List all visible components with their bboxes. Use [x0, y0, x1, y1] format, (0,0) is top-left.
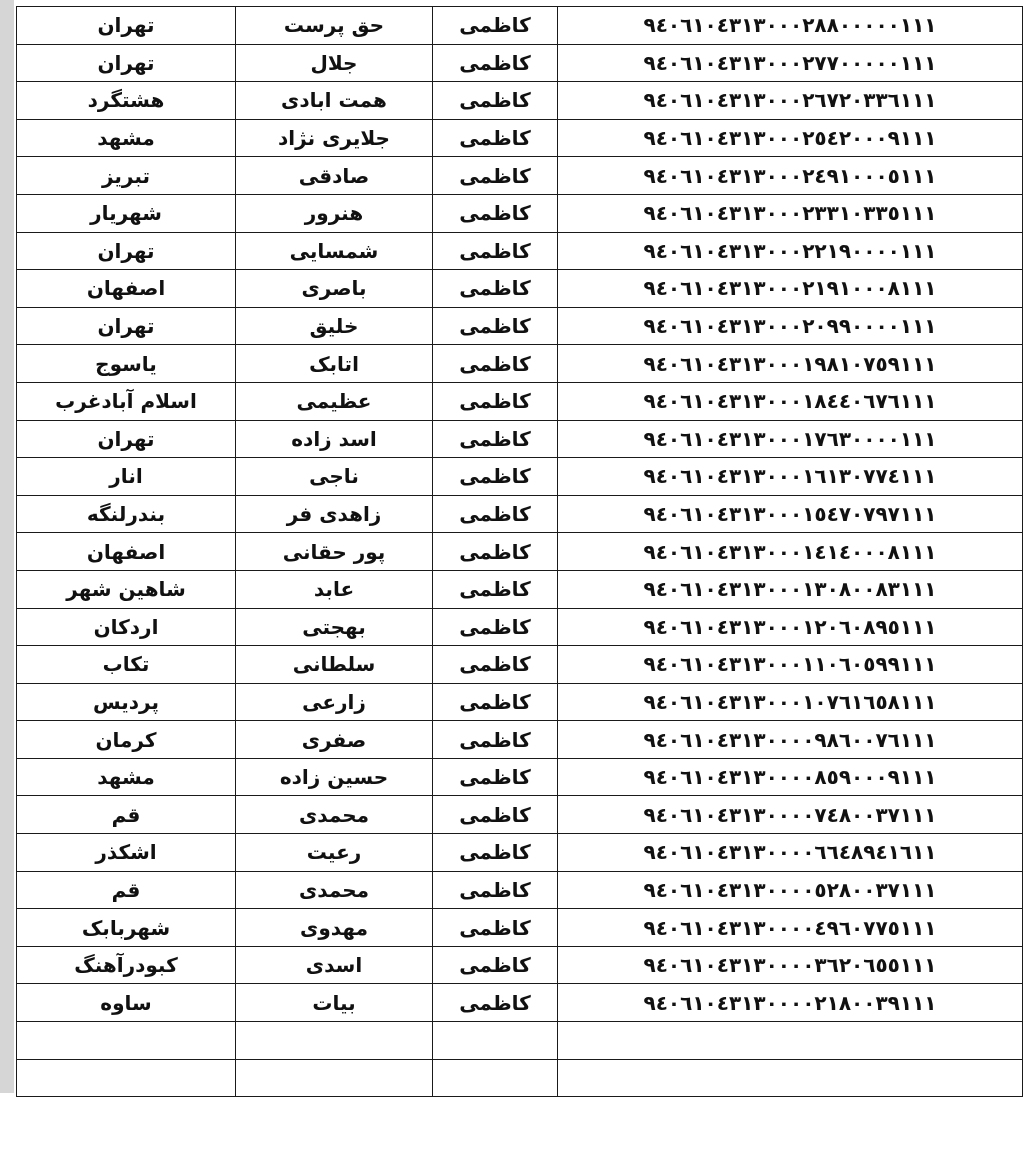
surname-cell-text: همت ابادی: [281, 88, 387, 113]
city-cell: [17, 909, 236, 947]
professor-cell-text: کاظمی: [459, 50, 531, 75]
professor-cell: [433, 420, 558, 458]
professor-cell: [433, 44, 558, 82]
city-cell: [17, 420, 236, 458]
surname-cell-text: هنرور: [304, 201, 364, 226]
surname-cell: [236, 533, 433, 571]
surname-cell-text: حق پرست: [283, 13, 385, 38]
city-cell: [17, 345, 236, 383]
surname-cell-text: محمدی: [298, 802, 370, 827]
city-cell-text: اشکذر: [95, 840, 157, 865]
code-cell-text: ۹٤۰٦۱۰٤۳۱۳۰۰۰۱٤۱٤۰۰۰۸۱۱۱: [643, 539, 937, 564]
code-cell: [558, 871, 1023, 909]
code-cell-text: ۹٤۰٦۱۰٤۳۱۳۰۰۰۰۹۸٦۰۰۷٦۱۱۱: [643, 727, 937, 752]
professor-cell-text: کاظمی: [459, 126, 531, 151]
city-cell-text: ساوه: [100, 990, 152, 1015]
surname-cell: [236, 458, 433, 496]
table-row: [17, 871, 1023, 909]
table-row: [17, 458, 1023, 496]
code-cell-text: ۹٤۰٦۱۰٤۳۱۳۰۰۰۱٥٤۷۰۷۹۷۱۱۱: [643, 502, 937, 527]
city-cell-text: اصفهان: [86, 276, 166, 301]
city-cell-text: تکاب: [102, 652, 150, 677]
city-cell: [17, 683, 236, 721]
surname-cell-text: بهجتی: [302, 614, 366, 639]
professor-cell: [433, 307, 558, 345]
table-row: [17, 796, 1023, 834]
city-cell: [17, 758, 236, 796]
table-row: [17, 758, 1023, 796]
table-row: [17, 1059, 1023, 1097]
code-cell: [558, 608, 1023, 646]
surname-cell: [236, 420, 433, 458]
professor-cell-text: کاظمی: [459, 727, 531, 752]
city-cell: [17, 382, 236, 420]
code-cell: [558, 194, 1023, 232]
table-row: [17, 420, 1023, 458]
code-cell: [558, 1022, 1023, 1060]
code-cell: [558, 420, 1023, 458]
professor-cell: [433, 194, 558, 232]
code-cell-text: ۹٤۰٦۱۰٤۳۱۳۰۰۰۱۹۸۱۰۷٥۹۱۱۱: [643, 351, 937, 376]
professor-cell: [433, 871, 558, 909]
surname-cell-text: عابد: [313, 577, 355, 602]
table-row: [17, 533, 1023, 571]
professor-cell: [433, 984, 558, 1022]
code-cell-text: ۹٤۰٦۱۰٤۳۱۳۰۰۰۰۳٦۲۰٦٥٥۱۱۱: [643, 953, 937, 978]
code-cell: [558, 796, 1023, 834]
city-cell-text: تبریز: [101, 163, 151, 188]
city-cell: [17, 646, 236, 684]
city-cell-text: یاسوج: [95, 351, 157, 376]
city-cell: [17, 570, 236, 608]
city-cell-text: قم: [111, 802, 141, 827]
code-cell: [558, 7, 1023, 45]
professor-cell: [433, 232, 558, 270]
table-row: [17, 194, 1023, 232]
professor-cell-text: کاظمی: [459, 163, 531, 188]
code-cell-text: ۹٤۰٦۱۰٤۳۱۳۰۰۰۰٤۹٦۰۷۷٥۱۱۱: [643, 915, 937, 940]
professor-cell-text: کاظمی: [459, 389, 531, 414]
city-cell-text: تهران: [97, 238, 155, 263]
professor-cell: [433, 82, 558, 120]
professor-cell-text: کاظمی: [459, 614, 531, 639]
code-cell-text: ۹٤۰٦۱۰٤۳۱۳۰۰۰۲۲۱۹۰۰۰۰۱۱۱: [643, 238, 937, 263]
city-cell: [17, 495, 236, 533]
city-cell: [17, 946, 236, 984]
table-row: [17, 646, 1023, 684]
table-row: [17, 7, 1023, 45]
table-row: [17, 984, 1023, 1022]
code-cell-text: ۹٤۰٦۱۰٤۳۱۳۰۰۰۲۸۸۰۰۰۰۰۱۱۱: [643, 13, 937, 38]
city-cell: [17, 1022, 236, 1060]
code-cell: [558, 458, 1023, 496]
document-sheet: [16, 6, 1018, 1097]
city-cell: [17, 796, 236, 834]
city-cell: [17, 82, 236, 120]
professor-cell-text: کاظمی: [459, 915, 531, 940]
code-cell: [558, 495, 1023, 533]
professor-cell-text: کاظمی: [459, 464, 531, 489]
surname-cell: [236, 82, 433, 120]
city-cell-text: کبودرآهنگ: [74, 953, 178, 978]
table-row: [17, 345, 1023, 383]
professor-cell: [433, 721, 558, 759]
code-cell-text: ۹٤۰٦۱۰٤۳۱۳۰۰۰۰٥۲۸۰۰۳۷۱۱۱: [643, 877, 937, 902]
professor-cell-text: کاظمی: [459, 765, 531, 790]
surname-cell-text: شمسایی: [289, 238, 379, 263]
professor-cell-text: کاظمی: [459, 426, 531, 451]
table-row: [17, 495, 1023, 533]
code-cell-text: ۹٤۰٦۱۰٤۳۱۳۰۰۰۲٥٤۲۰۰۰۹۱۱۱: [643, 126, 937, 151]
code-cell: [558, 232, 1023, 270]
city-cell-text: مشهد: [97, 126, 155, 151]
code-cell: [558, 946, 1023, 984]
surname-cell-text: سلطانی: [292, 652, 376, 677]
code-cell: [558, 834, 1023, 872]
surname-cell-text: مهدوی: [300, 915, 368, 940]
code-cell: [558, 683, 1023, 721]
city-cell-text: هشتگرد: [87, 88, 165, 113]
code-cell: [558, 721, 1023, 759]
table-row: [17, 683, 1023, 721]
professor-cell: [433, 683, 558, 721]
surname-cell: [236, 232, 433, 270]
code-cell-text: ۹٤۰٦۱۰٤۳۱۳۰۰۰۰۲۱۸۰۰۳۹۱۱۱: [643, 990, 937, 1015]
city-cell: [17, 7, 236, 45]
professor-cell: [433, 382, 558, 420]
city-cell-text: بندرلنگه: [86, 502, 166, 527]
surname-cell: [236, 495, 433, 533]
code-cell-text: ۹٤۰٦۱۰٤۳۱۳۰۰۰۱٦۱۳۰۷۷٤۱۱۱: [643, 464, 937, 489]
surname-cell-text: عظیمی: [296, 389, 372, 414]
city-cell-text: مشهد: [97, 765, 155, 790]
city-cell-text: پردیس: [93, 689, 159, 714]
city-cell-text: انار: [109, 464, 143, 489]
code-cell: [558, 646, 1023, 684]
surname-cell: [236, 570, 433, 608]
city-cell-text: اردکان: [93, 614, 159, 639]
city-cell: [17, 984, 236, 1022]
surname-cell: [236, 721, 433, 759]
code-cell: [558, 984, 1023, 1022]
professor-cell-text: کاظمی: [459, 276, 531, 301]
code-cell: [558, 382, 1023, 420]
code-cell-text: ۹٤۰٦۱۰٤۳۱۳۰۰۰۰۷٤۸۰۰۳۷۱۱۱: [643, 802, 937, 827]
table-row: [17, 157, 1023, 195]
table-row: [17, 382, 1023, 420]
surname-cell-text: خلیق: [309, 314, 359, 339]
code-cell: [558, 270, 1023, 308]
code-cell: [558, 533, 1023, 571]
code-cell: [558, 758, 1023, 796]
surname-cell-text: باصری: [301, 276, 367, 301]
city-cell-text: قم: [111, 877, 141, 902]
city-cell-text: اصفهان: [86, 539, 166, 564]
code-cell: [558, 44, 1023, 82]
professor-cell: [433, 834, 558, 872]
city-cell-text: تهران: [97, 13, 155, 38]
professor-cell-text: کاظمی: [459, 314, 531, 339]
professor-cell-text: کاظمی: [459, 840, 531, 865]
surname-cell: [236, 7, 433, 45]
code-cell: [558, 909, 1023, 947]
code-cell: [558, 82, 1023, 120]
surname-cell-text: اسدی: [305, 953, 363, 978]
surname-cell: [236, 608, 433, 646]
surname-cell: [236, 1059, 433, 1097]
professor-cell: [433, 1022, 558, 1060]
surname-cell-text: زارعی: [302, 689, 366, 714]
city-cell: [17, 44, 236, 82]
city-cell-text: شاهین شهر: [66, 577, 186, 602]
city-cell: [17, 157, 236, 195]
surname-cell-text: محمدی: [298, 877, 370, 902]
professor-cell: [433, 458, 558, 496]
surname-cell: [236, 834, 433, 872]
city-cell: [17, 1059, 236, 1097]
professor-cell: [433, 646, 558, 684]
city-cell: [17, 458, 236, 496]
surname-cell-text: صادقی: [298, 163, 370, 188]
table-row: [17, 946, 1023, 984]
code-cell-text: ۹٤۰٦۱۰٤۳۱۳۰۰۰۲٤۹۱۰۰۰٥۱۱۱: [643, 163, 937, 188]
surname-cell: [236, 44, 433, 82]
surname-cell: [236, 758, 433, 796]
code-cell: [558, 570, 1023, 608]
surname-cell: [236, 270, 433, 308]
city-cell-text: تهران: [97, 314, 155, 339]
city-cell: [17, 871, 236, 909]
surname-cell: [236, 984, 433, 1022]
page-edge-shadow: [0, 0, 14, 1093]
professor-cell: [433, 570, 558, 608]
table-row: [17, 1022, 1023, 1060]
surname-cell-text: پور حقانی: [282, 539, 386, 564]
code-cell: [558, 307, 1023, 345]
code-cell-text: ۹٤۰٦۱۰٤۳۱۳۰۰۰۱۸٤٤۰٦۷٦۱۱۱: [643, 389, 937, 414]
surname-cell-text: اسد زاده: [291, 426, 377, 451]
surname-cell: [236, 909, 433, 947]
professor-cell: [433, 608, 558, 646]
code-cell-text: ۹٤۰٦۱۰٤۳۱۳۰۰۰۱۲۰٦۰۸۹٥۱۱۱: [643, 614, 937, 639]
code-cell-text: ۹٤۰٦۱۰٤۳۱۳۰۰۰۱۰۷٦۱٦٥۸۱۱۱: [643, 689, 937, 714]
surname-cell: [236, 946, 433, 984]
code-cell: [558, 119, 1023, 157]
table-row: [17, 608, 1023, 646]
professor-cell: [433, 796, 558, 834]
surname-cell-text: صفری: [301, 727, 367, 752]
professor-cell-text: کاظمی: [459, 689, 531, 714]
professor-cell: [433, 1059, 558, 1097]
city-cell: [17, 270, 236, 308]
surname-cell: [236, 345, 433, 383]
city-cell-text: کرمان: [95, 727, 157, 752]
professor-cell: [433, 495, 558, 533]
surname-cell: [236, 119, 433, 157]
records-table-body: [17, 7, 1023, 1097]
professor-cell: [433, 270, 558, 308]
surname-cell-text: بیات: [312, 990, 356, 1015]
professor-cell-text: کاظمی: [459, 88, 531, 113]
city-cell: [17, 721, 236, 759]
city-cell: [17, 307, 236, 345]
surname-cell: [236, 871, 433, 909]
city-cell-text: شهریار: [90, 201, 162, 226]
surname-cell: [236, 1022, 433, 1060]
table-row: [17, 82, 1023, 120]
surname-cell: [236, 194, 433, 232]
professor-cell: [433, 909, 558, 947]
city-cell-text: تهران: [97, 426, 155, 451]
professor-cell: [433, 946, 558, 984]
professor-cell: [433, 758, 558, 796]
city-cell: [17, 834, 236, 872]
code-cell-text: ۹٤۰٦۱۰٤۳۱۳۰۰۰۱۷٦۳۰۰۰۰۱۱۱: [643, 426, 937, 451]
table-row: [17, 570, 1023, 608]
surname-cell-text: ناجی: [309, 464, 359, 489]
professor-cell-text: کاظمی: [459, 877, 531, 902]
professor-cell: [433, 157, 558, 195]
city-cell: [17, 533, 236, 571]
code-cell-text: ۹٤۰٦۱۰٤۳۱۳۰۰۰۲۰۹۹۰۰۰۰۱۱۱: [643, 314, 937, 339]
surname-cell: [236, 796, 433, 834]
city-cell-text: تهران: [97, 50, 155, 75]
table-row: [17, 834, 1023, 872]
professor-cell-text: کاظمی: [459, 652, 531, 677]
table-row: [17, 307, 1023, 345]
city-cell-text: شهربابک: [81, 915, 171, 940]
code-cell-text: ۹٤۰٦۱۰٤۳۱۳۰۰۰۲۷۷۰۰۰۰۰۱۱۱: [643, 50, 937, 75]
professor-cell-text: کاظمی: [459, 201, 531, 226]
city-cell: [17, 119, 236, 157]
professor-cell-text: کاظمی: [459, 502, 531, 527]
surname-cell: [236, 382, 433, 420]
professor-cell-text: کاظمی: [459, 238, 531, 263]
records-table: [16, 6, 1023, 1097]
code-cell-text: ۹٤۰٦۱۰٤۳۱۳۰۰۰۲۱۹۱۰۰۰۸۱۱۱: [643, 276, 937, 301]
table-row: [17, 270, 1023, 308]
code-cell: [558, 1059, 1023, 1097]
surname-cell: [236, 683, 433, 721]
city-cell: [17, 194, 236, 232]
professor-cell-text: کاظمی: [459, 802, 531, 827]
code-cell-text: ۹٤۰٦۱۰٤۳۱۳۰۰۰۱۳۰۸۰۰۸۳۱۱۱: [643, 577, 937, 602]
professor-cell-text: کاظمی: [459, 539, 531, 564]
city-cell: [17, 232, 236, 270]
surname-cell-text: رعیت: [306, 840, 362, 865]
table-row: [17, 119, 1023, 157]
professor-cell-text: کاظمی: [459, 990, 531, 1015]
code-cell-text: ۹٤۰٦۱۰٤۳۱۳۰۰۰۱۱۰٦۰٥۹۹۱۱۱: [643, 652, 937, 677]
city-cell: [17, 608, 236, 646]
professor-cell-text: کاظمی: [459, 953, 531, 978]
table-row: [17, 721, 1023, 759]
surname-cell-text: حسین زاده: [279, 765, 389, 790]
surname-cell: [236, 307, 433, 345]
table-row: [17, 909, 1023, 947]
professor-cell: [433, 533, 558, 571]
surname-cell: [236, 646, 433, 684]
professor-cell: [433, 7, 558, 45]
code-cell-text: ۹٤۰٦۱۰٤۳۱۳۰۰۰۰٦٦٤۸۹٤۱٦۱۱: [643, 840, 937, 865]
code-cell: [558, 345, 1023, 383]
code-cell: [558, 157, 1023, 195]
code-cell-text: ۹٤۰٦۱۰٤۳۱۳۰۰۰۲٦۷۲۰۳۳٦۱۱۱: [643, 88, 937, 113]
surname-cell-text: جلایری نژاد: [278, 126, 390, 151]
surname-cell-text: اتابک: [309, 351, 359, 376]
table-row: [17, 232, 1023, 270]
city-cell-text: اسلام آبادغرب: [55, 389, 197, 414]
professor-cell: [433, 345, 558, 383]
surname-cell-text: جلال: [310, 50, 358, 75]
professor-cell-text: کاظمی: [459, 351, 531, 376]
table-row: [17, 44, 1023, 82]
code-cell-text: ۹٤۰٦۱۰٤۳۱۳۰۰۰۲۳۳۱۰۳۳٥۱۱۱: [643, 201, 937, 226]
surname-cell-text: زاهدی فر: [286, 502, 382, 527]
professor-cell-text: کاظمی: [459, 13, 531, 38]
code-cell-text: ۹٤۰٦۱۰٤۳۱۳۰۰۰۰۸٥۹۰۰۰۹۱۱۱: [643, 765, 937, 790]
professor-cell: [433, 119, 558, 157]
surname-cell: [236, 157, 433, 195]
professor-cell-text: کاظمی: [459, 577, 531, 602]
